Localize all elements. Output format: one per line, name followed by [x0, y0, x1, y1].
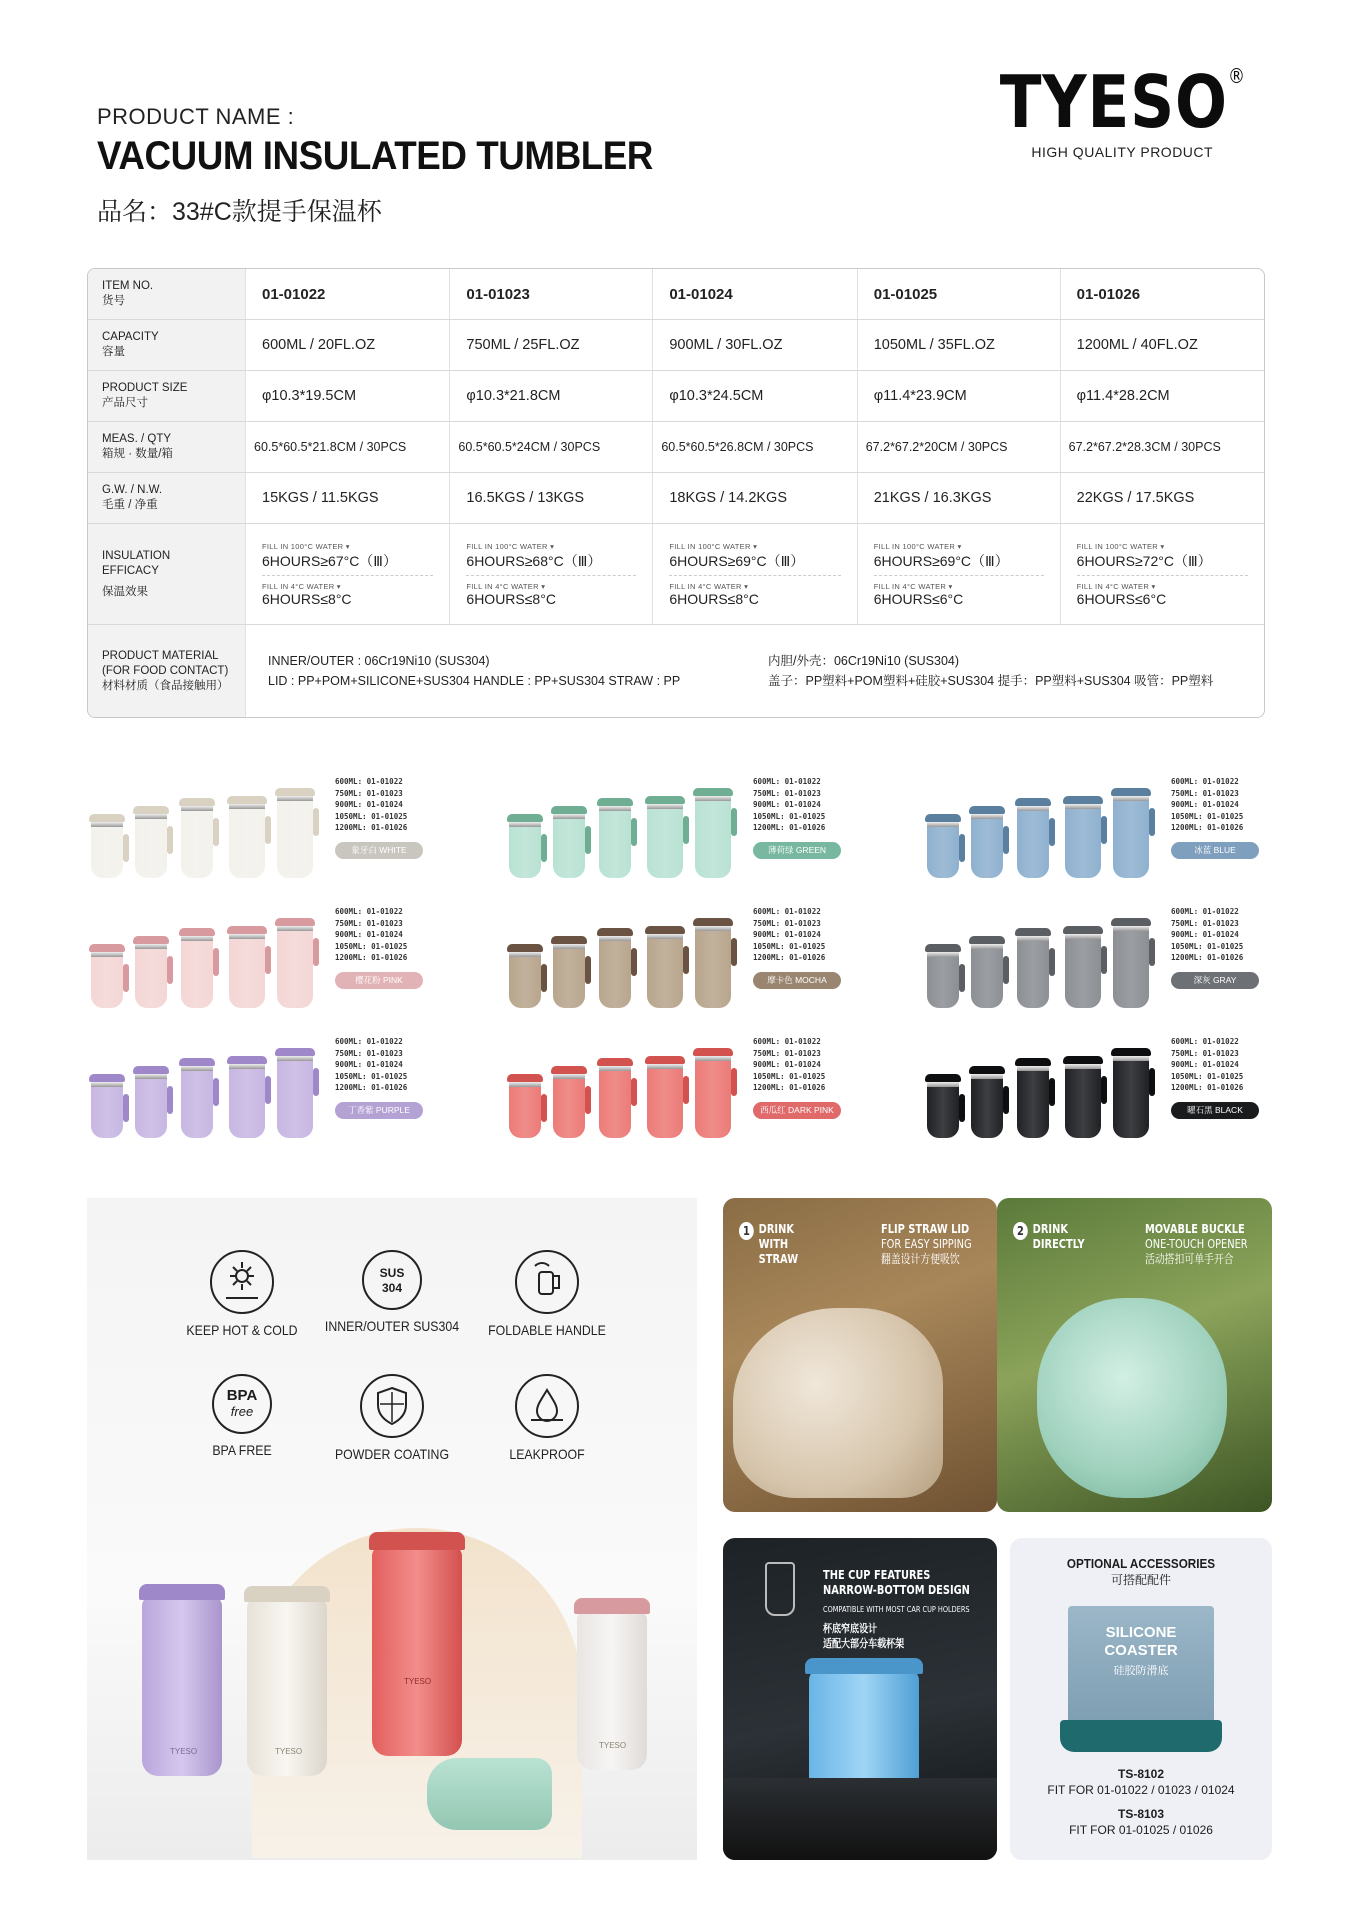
tumbler-swatch: [647, 934, 683, 1008]
color-name-badge: 摩卡色 MOCHA: [753, 972, 841, 989]
tumbler-swatch: [1065, 1064, 1101, 1138]
capacity-value: 1200ML / 40FL.OZ: [1060, 320, 1264, 371]
color-variant: [87, 768, 457, 878]
tumbler-swatch: [91, 822, 123, 878]
color-name-badge: 薄荷绿 GREEN: [753, 842, 841, 859]
tumbler-green-lying: [427, 1758, 552, 1830]
tumbler-swatch: [553, 944, 585, 1008]
size-value: φ11.4*23.9CM: [857, 371, 1060, 422]
panel-title: THE CUP FEATURES NARROW-BOTTOM DESIGN: [823, 1568, 970, 1597]
feature-foldable-handle: [467, 1250, 627, 1338]
color-variant: [87, 1028, 457, 1138]
insulation-row: [88, 524, 1264, 625]
tumbler-swatch: [277, 796, 313, 878]
product-title-cn: 品名：33#C款提手保温杯: [97, 198, 382, 226]
meas-value: 60.5*60.5*21.8CM / 30PCS: [246, 422, 450, 473]
insulation-label: INSULATION EFFICACY 保温效果: [88, 524, 246, 625]
tumbler-swatch: [135, 814, 167, 878]
material-en-1: INNER/OUTER : 06Cr19Ni10 (SUS304): [268, 654, 490, 668]
insulation-cell: FILL IN 100°C WATER ▾ 6HOURS≥69°C（Ⅲ） FILL IN 4°C WATER ▾ 6HOURS≤6°C: [857, 524, 1060, 625]
capacity-list: 600ML: 01-01022 750ML: 01-01023 900ML: 01-01024 1050ML: 01-01025 1200ML: 01-01026: [335, 1037, 408, 1092]
tumbler-swatch: [1065, 804, 1101, 878]
item-no: 01-01025: [857, 269, 1060, 320]
brand-logo: [978, 60, 1268, 160]
capacity-list: 600ML: 01-01022 750ML: 01-01023 900ML: 01-01024 1050ML: 01-01025 1200ML: 01-01026: [335, 907, 408, 962]
color-variant: [923, 1028, 1293, 1138]
material-row: [88, 625, 1264, 718]
tumbler-swatch: [181, 1066, 213, 1138]
step-number: 2: [1013, 1222, 1028, 1240]
coaster-base: [1060, 1720, 1222, 1752]
meas-value: 67.2*67.2*28.3CM / 30PCS: [1060, 422, 1264, 473]
weight-value: 18KGS / 14.2KGS: [653, 473, 857, 524]
tumbler-swatch: [599, 806, 631, 878]
drink-directly-panel: 2 DRINK DIRECTLY MOVABLE BUCKLE ONE-TOUCH OPENER 活动搭扣可单手开合: [997, 1198, 1272, 1512]
feature-label: POWDER COATING: [334, 1446, 450, 1462]
spec-table: [87, 268, 1265, 718]
tumbler-swatch: [647, 804, 683, 878]
tumbler-swatch: [509, 822, 541, 878]
tumbler-swatch: [927, 822, 959, 878]
weight-value: 22KGS / 17.5KGS: [1060, 473, 1264, 524]
capacity-value: 600ML / 20FL.OZ: [246, 320, 450, 371]
accessories-panel: [1010, 1538, 1272, 1860]
car-console: [723, 1778, 997, 1860]
tumbler-swatch: [971, 814, 1003, 878]
capacity-list: 600ML: 01-01022 750ML: 01-01023 900ML: 01-01024 1050ML: 01-01025 1200ML: 01-01026: [753, 1037, 826, 1092]
tumbler-swatch: [509, 952, 541, 1008]
weight-label: G.W. / N.W. 毛重 / 净重: [88, 473, 246, 524]
item-row: [88, 269, 1264, 320]
tumbler-swatch: [509, 1082, 541, 1138]
capacity-value: 750ML / 25FL.OZ: [450, 320, 653, 371]
feature-label: KEEP HOT & COLD: [186, 1322, 298, 1338]
tumbler-swatch: [91, 952, 123, 1008]
size-value: φ10.3*24.5CM: [653, 371, 857, 422]
tumbler-swatch: [1065, 934, 1101, 1008]
drink-with-straw-panel: 1 DRINK WITH STRAW FLIP STRAW LID FOR EASY SIPPING 翻盖设计方便吸饮: [723, 1198, 997, 1512]
insulation-cell: FILL IN 100°C WATER ▾ 6HOURS≥67°C（Ⅲ） FILL IN 4°C WATER ▾ 6HOURS≤8°C: [246, 524, 450, 625]
color-variant: [505, 1028, 875, 1138]
feature-label: BPA FREE: [212, 1442, 272, 1458]
product-name-label: PRODUCT NAME :: [97, 104, 295, 129]
cup-silhouette-icon: [765, 1562, 795, 1616]
color-variant: [923, 898, 1293, 1008]
item-no: 01-01023: [450, 269, 653, 320]
feature-label: FOLDABLE HANDLE: [488, 1322, 606, 1338]
coaster-code-1: TS-8102: [1117, 1767, 1165, 1781]
tumbler-swatch: [1113, 926, 1149, 1008]
capacity-label: CAPACITY 容量: [88, 320, 246, 371]
color-name-badge: 丁香紫 PURPLE: [335, 1102, 423, 1119]
tumbler-swatch: [971, 1074, 1003, 1138]
registered-mark: ®: [1227, 64, 1246, 88]
capacity-list: 600ML: 01-01022 750ML: 01-01023 900ML: 01-01024 1050ML: 01-01025 1200ML: 01-01026: [753, 777, 826, 832]
insulation-cell: FILL IN 100°C WATER ▾ 6HOURS≥69°C（Ⅲ） FILL IN 4°C WATER ▾ 6HOURS≤8°C: [653, 524, 857, 625]
weight-value: 15KGS / 11.5KGS: [246, 473, 450, 524]
tumbler-swatch: [695, 1056, 731, 1138]
color-variant: [923, 768, 1293, 878]
item-no: 01-01026: [1060, 269, 1264, 320]
tumbler-swatch: [927, 1082, 959, 1138]
brand-name: TYESO: [999, 60, 1228, 144]
tumbler-swatch: [91, 1082, 123, 1138]
sus304-icon: SUS 304: [362, 1250, 422, 1310]
item-no: 01-01024: [653, 269, 857, 320]
tumbler-swatch: [1113, 796, 1149, 878]
tumbler-swatch: [647, 1064, 683, 1138]
color-name-badge: 冰蓝 BLUE: [1171, 842, 1259, 859]
weight-row: [88, 473, 1264, 524]
handle-icon: [515, 1250, 579, 1314]
capacity-value: 1050ML / 35FL.OZ: [857, 320, 1060, 371]
accessories-title-cn: 可搭配配件: [1110, 1573, 1171, 1587]
size-value: φ10.3*21.8CM: [450, 371, 653, 422]
tumbler-swatch: [229, 1064, 265, 1138]
meas-value: 60.5*60.5*24CM / 30PCS: [450, 422, 653, 473]
insulation-cell: FILL IN 100°C WATER ▾ 6HOURS≥72°C（Ⅲ） FILL IN 4°C WATER ▾ 6HOURS≤6°C: [1060, 524, 1264, 625]
feature-powder-coating: [312, 1374, 472, 1462]
item-label: ITEM NO. 货号: [88, 269, 246, 320]
meas-value: 60.5*60.5*26.8CM / 30PCS: [653, 422, 857, 473]
weight-value: 16.5KGS / 13KGS: [450, 473, 653, 524]
meas-label: MEAS. / QTY 箱规 · 数量/箱: [88, 422, 246, 473]
hot-cold-icon: [210, 1250, 274, 1314]
size-label: PRODUCT SIZE 产品尺寸: [88, 371, 246, 422]
size-value: φ11.4*28.2CM: [1060, 371, 1264, 422]
capacity-list: 600ML: 01-01022 750ML: 01-01023 900ML: 01-01024 1050ML: 01-01025 1200ML: 01-01026: [335, 777, 408, 832]
silicone-coaster-image: SILICONE COASTER 硅胶防滑底: [1068, 1606, 1214, 1728]
feature-label: INNER/OUTER SUS304: [324, 1318, 460, 1334]
meas-value: 67.2*67.2*20CM / 30PCS: [857, 422, 1060, 473]
tumbler-swatch: [135, 944, 167, 1008]
shield-icon: [360, 1374, 424, 1438]
tumbler-swatch: [927, 952, 959, 1008]
capacity-list: 600ML: 01-01022 750ML: 01-01023 900ML: 01-01024 1050ML: 01-01025 1200ML: 01-01026: [1171, 777, 1244, 832]
material-label: PRODUCT MATERIAL (FOR FOOD CONTACT) 材料材质（食品接触用）: [88, 625, 246, 718]
color-name-badge: 深灰 GRAY: [1171, 972, 1259, 989]
tumbler-swatch: [553, 1074, 585, 1138]
tumbler-swatch: [599, 936, 631, 1008]
tumbler-swatch: [695, 926, 731, 1008]
coaster-fit-1: FIT FOR 01-01022 / 01023 / 01024: [1047, 1783, 1235, 1797]
accessories-title: OPTIONAL ACCESSORIES: [1066, 1556, 1216, 1571]
capacity-list: 600ML: 01-01022 750ML: 01-01023 900ML: 01-01024 1050ML: 01-01025 1200ML: 01-01026: [1171, 1037, 1244, 1092]
narrow-bottom-panel: THE CUP FEATURES NARROW-BOTTOM DESIGN COMPATIBLE WITH MOST CAR CUP HOLDERS 杯底窄底设计 适配大部分车载杯架: [723, 1538, 997, 1860]
step-number: 1: [739, 1222, 754, 1240]
tumbler-swatch: [229, 804, 265, 878]
tumbler-photo-mint: [1037, 1298, 1227, 1498]
feature-keep-hot-cold: [162, 1250, 322, 1338]
tumbler-swatch: [599, 1066, 631, 1138]
item-no: 01-01022: [246, 269, 450, 320]
color-variant: [505, 898, 875, 1008]
tumbler-swatch: [971, 944, 1003, 1008]
capacity-list: 600ML: 01-01022 750ML: 01-01023 900ML: 01-01024 1050ML: 01-01025 1200ML: 01-01026: [753, 907, 826, 962]
tumbler-swatch: [1113, 1056, 1149, 1138]
brand-tagline: HIGH QUALITY PRODUCT: [1031, 144, 1214, 160]
material-en-2: LID : PP+POM+SILICONE+SUS304 HANDLE : PP+SUS304 STRAW : PP: [268, 674, 681, 688]
tumbler-swatch: [229, 934, 265, 1008]
drop-icon: [515, 1374, 579, 1438]
tumbler-swatch: [181, 936, 213, 1008]
coaster-code-2: TS-8103: [1117, 1807, 1165, 1821]
material-cn-2: 盖子：PP塑料+POM塑料+硅胶+SUS304 提手：PP塑料+SUS304 吸管：PP塑料: [768, 674, 1214, 688]
feature-leakproof: [467, 1374, 627, 1462]
product-title: VACUUM INSULATED TUMBLER: [97, 134, 653, 178]
color-variant: [505, 768, 875, 878]
feature-sus304: [312, 1250, 472, 1334]
weight-value: 21KGS / 16.3KGS: [857, 473, 1060, 524]
insulation-cell: FILL IN 100°C WATER ▾ 6HOURS≥68°C（Ⅲ） FILL IN 4°C WATER ▾ 6HOURS≤8°C: [450, 524, 653, 625]
tumbler-swatch: [277, 926, 313, 1008]
color-grid: [87, 768, 1273, 1138]
color-name-badge: 象牙白 WHITE: [335, 842, 423, 859]
color-name-badge: 樱花粉 PINK: [335, 972, 423, 989]
tumbler-swatch: [553, 814, 585, 878]
meas-row: [88, 422, 1264, 473]
tumbler-swatch: [135, 1074, 167, 1138]
color-variant: [87, 898, 457, 1008]
capacity-list: 600ML: 01-01022 750ML: 01-01023 900ML: 01-01024 1050ML: 01-01025 1200ML: 01-01026: [1171, 907, 1244, 962]
color-name-badge: 西瓜红 DARK PINK: [753, 1102, 841, 1119]
tumbler-swatch: [181, 806, 213, 878]
tumbler-swatch: [695, 796, 731, 878]
tumbler-photo-beige: [733, 1308, 943, 1498]
tumbler-swatch: [1017, 1066, 1049, 1138]
coaster-fit-2: FIT FOR 01-01025 / 01026: [1069, 1823, 1213, 1837]
tumbler-white: TYESO: [247, 1598, 327, 1776]
capacity-row: [88, 320, 1264, 371]
tumbler-purple: TYESO: [142, 1596, 222, 1776]
features-panel: [87, 1198, 697, 1860]
feature-bpa-free: [162, 1374, 322, 1458]
capacity-value: 900ML / 30FL.OZ: [653, 320, 857, 371]
feature-label: LEAKPROOF: [509, 1446, 585, 1462]
tumbler-swatch: [1017, 806, 1049, 878]
tumbler-swatch: [1017, 936, 1049, 1008]
bpa-free-icon: BPA free: [212, 1374, 272, 1434]
color-name-badge: 曜石黑 BLACK: [1171, 1102, 1259, 1119]
size-value: φ10.3*19.5CM: [246, 371, 450, 422]
tumbler-pink: TYESO: [577, 1610, 647, 1770]
panel-title: DRINK WITH STRAW: [758, 1222, 799, 1266]
tumbler-swatch: [277, 1056, 313, 1138]
tumbler-red: TYESO: [372, 1546, 462, 1756]
material-cn-1: 内胆/外壳：06Cr19Ni10 (SUS304): [768, 654, 960, 668]
size-row: [88, 371, 1264, 422]
panel-title: DRINK DIRECTLY: [1032, 1222, 1085, 1251]
